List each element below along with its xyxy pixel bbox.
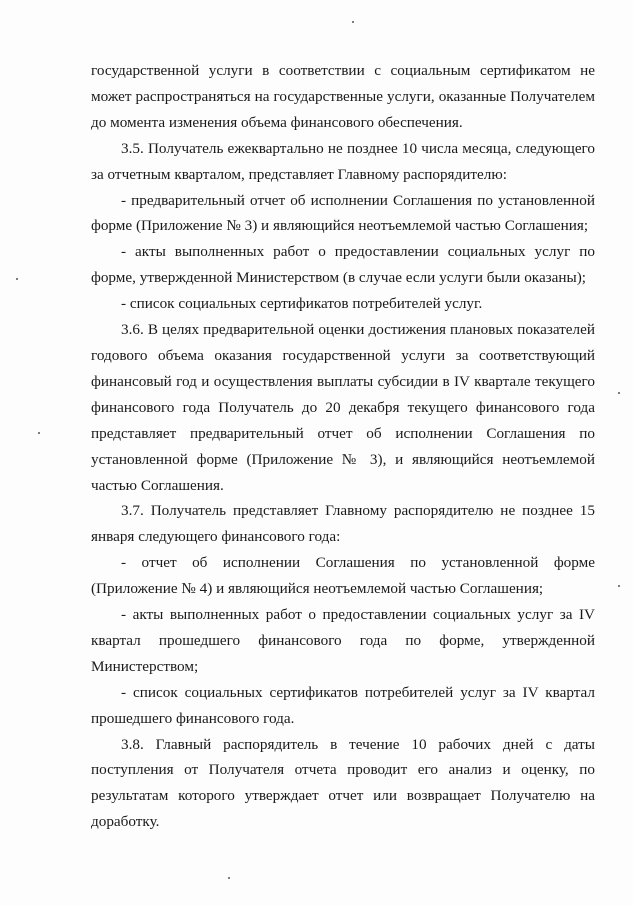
- list-item-certificates: - список социальных сертификатов потребителей услуг.: [121, 295, 483, 313]
- paragraph-3-5: 3.5. Получатель ежеквартально не позднее 10 числа месяца, следующего за отчетным кварталом, представляет Главному распорядителю:: [91, 139, 595, 183]
- list-item-preliminary-report: - предварительный отчет об исполнении Соглашения по установленной форме (Приложение № 3) и являющийся неотъемлемой частью Соглашения;: [91, 191, 595, 235]
- paragraph-3-8: 3.8. Главный распорядитель в течение 10 рабочих дней с даты поступления от Получателя отчета проводит его анализ и оценку, по результатам которого утверждает отчет или возвращает Получателю на доработку.: [91, 735, 595, 831]
- scan-speck: [618, 392, 620, 394]
- scan-speck: [16, 278, 18, 280]
- scan-speck: [228, 877, 230, 879]
- scan-speck: [618, 585, 620, 587]
- scan-speck: [352, 21, 354, 23]
- list-item-work-acts-q4: - акты выполненных работ о предоставлении социальных услуг за IV квартал прошедшего финансового года по форме, утвержденной Министерством;: [91, 606, 595, 675]
- list-item-report: - отчет об исполнении Соглашения по установленной форме (Приложение № 4) и являющийся неотъемлемой частью Соглашения;: [91, 554, 595, 598]
- paragraph-continuation: государственной услуги в соответствии с социальным сертификатом не может распространяться на государственные услуги, оказанные Получателем до момента изменения объема финансового обеспечения.: [91, 62, 595, 131]
- list-item-certificates-q4: - список социальных сертификатов потребителей услуг за IV квартал прошедшего финансового года.: [91, 683, 595, 727]
- scan-speck: [38, 432, 40, 434]
- document-body: [91, 58, 595, 835]
- list-item-work-acts: - акты выполненных работ о предоставлении социальных услуг по форме, утвержденной Министерством (в случае если услуги были оказаны);: [91, 243, 595, 287]
- paragraph-3-7: 3.7. Получатель представляет Главному распорядителю не позднее 15 января следующего финансового года:: [91, 502, 595, 546]
- paragraph-3-6: 3.6. В целях предварительной оценки достижения плановых показателей годового объема оказания государственной услуги за соответствующий финансовый год и осуществления выплаты субсидии в IV квартале текущего финансового года Получатель до 20 декабря текущего финансового года представляет предварительный отчет об исполнении Соглашения по установленной форме (Приложение № 3), и являющийся неотъемлемой частью Соглашения.: [91, 321, 595, 494]
